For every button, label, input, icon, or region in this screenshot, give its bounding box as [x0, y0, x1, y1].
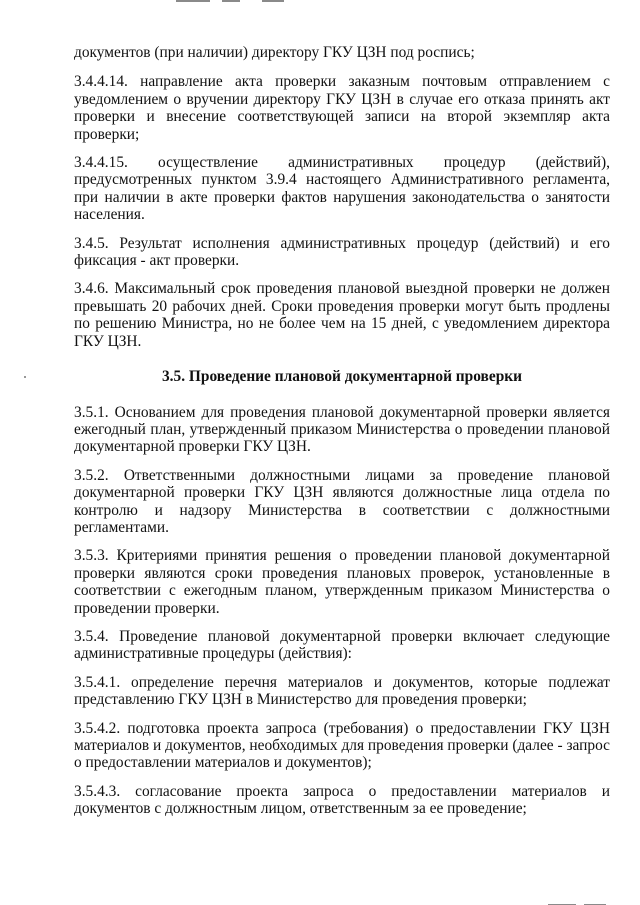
paragraph-3-4-5: 3.4.5. Результат исполнения административных процедур (действий) и его фиксация - акт проверки.	[74, 234, 610, 270]
scan-artifact-line	[222, 0, 240, 2]
paragraph-3-4-6: 3.4.6. Максимальный срок проведения плановой выездной проверки не должен превышать 20 рабочих дней. Сроки проведения проверки могут быть продлены по решению Министра, но не более чем на 15 дней, с уведомлением директора ГКУ ЦЗН.	[74, 280, 610, 350]
scan-artifact-line	[176, 0, 210, 2]
paragraph-3-5-1: 3.5.1. Основанием для проведения плановой документарной проверки является ежегодный план, утвержденный приказом Министерства о проведении плановой документарной проверки ГКУ ЦЗН.	[74, 403, 610, 456]
paragraph-3-5-3: 3.5.3. Критериями принятия решения о проведении плановой документарной проверки являются сроки проведения плановых проверок, установленные в соответствии с ежегодным планом, утвержденным приказом Министерства о проведении проверки.	[74, 547, 610, 617]
paragraph-3-5-4-3: 3.5.4.3. согласование проекта запроса о предоставлении материалов и документов с должностным лицом, ответственным за ее проведение;	[74, 782, 610, 818]
scan-artifact-line	[262, 0, 284, 2]
paragraph-continuation: документов (при наличии) директору ГКУ ЦЗН под роспись;	[74, 44, 475, 61]
paragraph-3-5-4-2: 3.5.4.2. подготовка проекта запроса (требования) о предоставлении ГКУ ЦЗН материалов и документов, необходимых для проведения проверки (далее - запрос о предоставлении материалов и документов);	[74, 719, 610, 772]
paragraph-3-4-4-14: 3.4.4.14. направление акта проверки заказным почтовым отправлением с уведомлением о вручении директору ГКУ ЦЗН в случае его отказа принять акт проверки и внесение соответствующей записи на второй экземпляр акта проверки;	[74, 73, 610, 143]
paragraph-3-4-4-15: 3.4.4.15. осуществление административных процедур (действий), предусмотренных пунктом 3.9.4 настоящего Административного регламента, при наличии в акте проверки фактов нарушения законодательства о занятости населения.	[74, 154, 610, 224]
paragraph-3-5-2: 3.5.2. Ответственными должностными лицами за проведение плановой документарной проверки ГКУ ЦЗН являются должностные лица отдела по контролю и надзору Министерства в соответствии с должностными регламентами.	[74, 466, 610, 536]
paragraph-3-5-4-1: 3.5.4.1. определение перечня материалов и документов, которые подлежат представлению ГКУ ЦЗН в Министерство для проведения проверки;	[74, 673, 610, 709]
document-body	[74, 44, 610, 829]
section-heading: 3.5. Проведение плановой документарной проверки	[161, 368, 522, 386]
paragraph-3-5-4: 3.5.4. Проведение плановой документарной проверки включает следующие административные процедуры (действия):	[74, 627, 610, 663]
scan-artifact-dot	[24, 376, 26, 378]
